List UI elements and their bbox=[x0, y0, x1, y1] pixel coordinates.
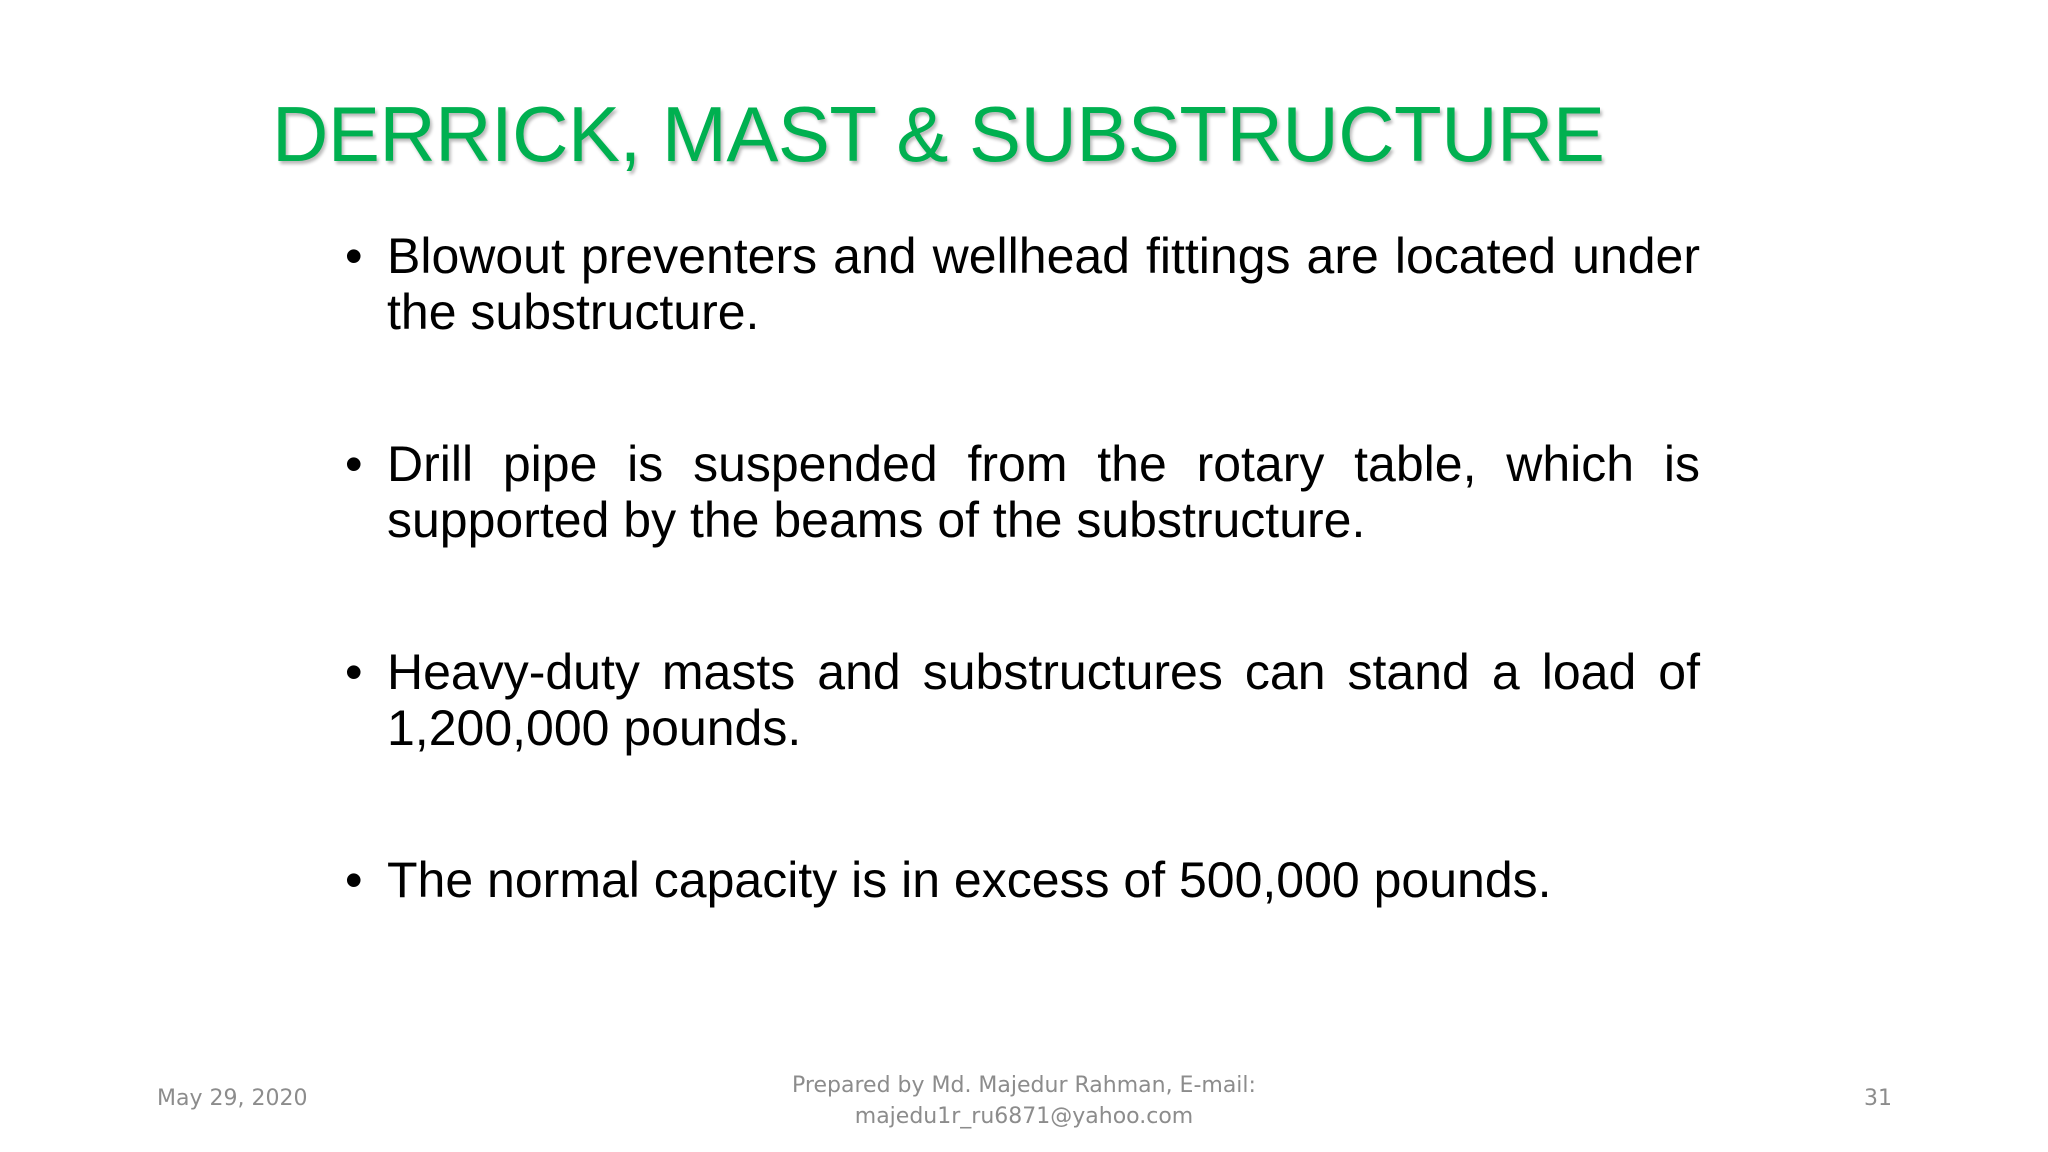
bullet-item bbox=[345, 852, 1700, 908]
bullet-marker: • bbox=[345, 644, 363, 700]
footer-author-line: Prepared by Md. Majedur Rahman, E-mail: bbox=[792, 1073, 1256, 1098]
footer-date: May 29, 2020 bbox=[157, 1086, 308, 1111]
page-number: 31 bbox=[1864, 1086, 1892, 1111]
bullet-text: Blowout preventers and wellhead fittings are located under the substructure. bbox=[387, 228, 1700, 340]
bullet-item bbox=[345, 644, 1700, 756]
bullet-list bbox=[345, 228, 1700, 1004]
footer-author bbox=[724, 1070, 1324, 1132]
bullet-marker: • bbox=[345, 436, 363, 492]
bullet-item bbox=[345, 436, 1700, 548]
footer-email: majedu1r_ru6871@yahoo.com bbox=[854, 1104, 1194, 1129]
bullet-marker: • bbox=[345, 852, 363, 908]
bullet-text: The normal capacity is in excess of 500,000 pounds. bbox=[387, 852, 1552, 908]
bullet-text: Heavy-duty masts and substructures can stand a load of 1,200,000 pounds. bbox=[387, 644, 1700, 756]
bullet-marker: • bbox=[345, 228, 363, 284]
bullet-text: Drill pipe is suspended from the rotary table, which is supported by the beams of the substructure. bbox=[387, 436, 1700, 548]
bullet-item bbox=[345, 228, 1700, 340]
slide-title: DERRICK, MAST & SUBSTRUCTURE bbox=[272, 90, 1605, 178]
